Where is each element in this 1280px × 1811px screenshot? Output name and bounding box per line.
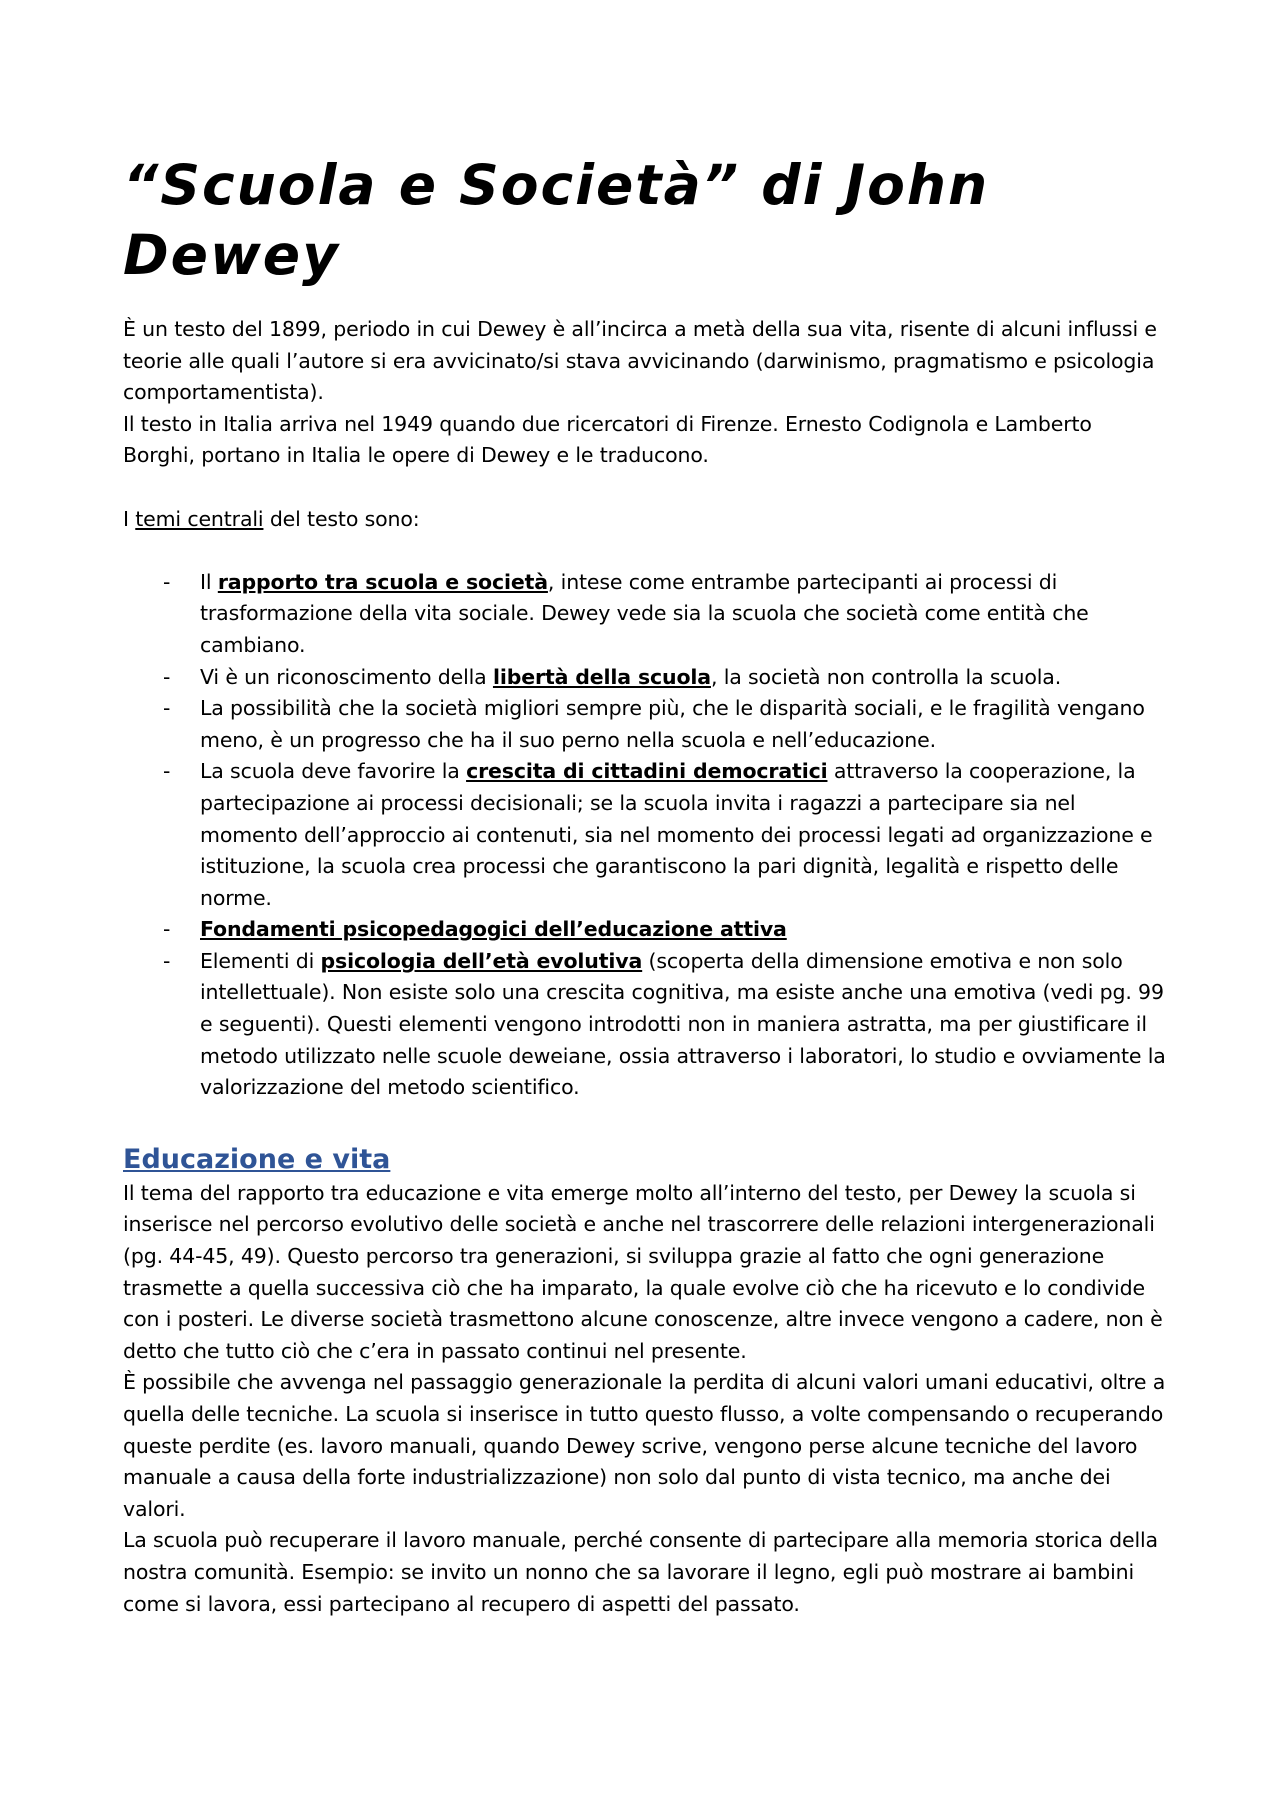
blank-line <box>123 535 1168 567</box>
section-paragraph-2: È possibile che avvenga nel passaggio generazionale la perdita di alcuni valori umani educativi, oltre a quella delle tecniche. La scuola si inserisce in tutto questo flusso, a volte compensando o recuperando queste perdite (es. lavoro manuali, quando Dewey scrive, vengono perse alcune tecniche del lavoro manuale a causa della forte industrializzazione) non solo dal punto di vista tecnico, ma anche dei valori. <box>123 1370 1166 1521</box>
section-gap <box>123 1104 1168 1142</box>
theme-text: La possibilità che la società migliori sempre più, che le disparità sociali, e le fragilità vengano meno, è un progresso che ha il suo perno nella scuola e nell’educazione. <box>200 696 1145 752</box>
section-heading: Educazione e vita <box>123 1143 391 1175</box>
theme-key-term: Fondamenti psicopedagogici dell’educazione attiva <box>200 917 787 942</box>
list-item <box>123 756 1168 914</box>
bullet-dash: - <box>163 948 171 973</box>
section-paragraph-3: La scuola può recuperare il lavoro manuale, perché consente di partecipare alla memoria storica della nostra comunità. Esempio: se invito un nonno che sa lavorare il legno, egli può mostrare ai bambini come si lavora, essi partecipano al recupero di aspetti del passato. <box>123 1528 1158 1616</box>
theme-text: attraverso la cooperazione, la partecipazione ai processi decisionali; se la scuola invita i ragazzi a partecipare sia nel momento dell’approccio ai contenuti, sia nel momento dei processi legati ad organizzazione e istituzione, la scuola crea processi che garantiscono la pari dignità, legalità e rispetto delle norme. <box>200 759 1153 910</box>
themes-intro-underlined: temi centrali <box>135 506 264 531</box>
theme-text: , la società non controlla la scuola. <box>710 664 1062 689</box>
list-item <box>123 567 1168 662</box>
themes-intro-before: I <box>123 506 136 531</box>
theme-key-term: libertà della scuola <box>492 664 711 689</box>
theme-text: (scoperta della dimensione emotiva e non solo intellettuale). Non esiste solo una crescita cognitiva, ma esiste anche una emotiva (vedi pg. 99 e seguenti). Questi elementi vengono introdotti non in maniera astratta, ma per giustificare il metodo utilizzato nelle scuole deweiane, ossia attraverso i laboratori, lo studio e ovviamente la valorizzazione del metodo scientifico. <box>200 948 1166 1100</box>
theme-text: La scuola deve favorire la <box>200 759 467 784</box>
theme-key-term: crescita di cittadini democratici <box>466 759 828 784</box>
intro-paragraph-1: È un testo del 1899, periodo in cui Dewey è all’incirca a metà della sua vita, risente di alcuni influssi e teorie alle quali l’autore si era avvicinato/si stava avvicinando (darwinismo, pragmatismo e psicologia comportamentista). <box>123 317 1157 405</box>
bullet-dash: - <box>163 917 171 942</box>
blank-line <box>123 472 1168 504</box>
themes-list <box>123 567 1168 1104</box>
themes-intro-after: del testo sono: <box>263 506 420 531</box>
document-page <box>123 150 1168 1620</box>
bullet-dash: - <box>163 664 171 689</box>
bullet-dash: - <box>163 696 171 721</box>
section-paragraph-1: Il tema del rapporto tra educazione e vita emerge molto all’interno del testo, per Dewey la scuola si inserisce nel percorso evolutivo delle società e anche nel trascorrere delle relazioni intergenerazionali (pg. 44-45, 49). Questo percorso tra generazioni, si sviluppa grazie al fatto che ogni generazione trasmette a quella successiva ciò che ha imparato, la quale evolve ciò che ha ricevuto e lo condivide con i posteri. Le diverse società trasmettono alcune conoscenze, altre invece vengono a cadere, non è detto che tutto ciò che c’era in passato continui nel presente. <box>123 1180 1163 1363</box>
theme-key-term: psicologia dell’età evolutiva <box>320 948 643 973</box>
intro-paragraph-2: Il testo in Italia arriva nel 1949 quando due ricercatori di Firenze. Ernesto Codignola e Lamberto Borghi, portano in Italia le opere di Dewey e le traducono. <box>123 411 1092 468</box>
theme-text: Vi è un riconoscimento della <box>200 664 493 689</box>
document-title: “Scuola e Società” di John Dewey <box>123 153 990 287</box>
list-item <box>123 662 1168 694</box>
themes-intro <box>123 504 1168 536</box>
theme-text: , intese come entrambe partecipanti ai processi di trasformazione della vita sociale. Dewey vede sia la scuola che società come entità che cambiano. <box>200 569 1089 657</box>
bullet-dash: - <box>163 569 171 594</box>
list-item <box>123 693 1168 756</box>
list-item <box>123 946 1168 1104</box>
list-item <box>123 914 1168 946</box>
theme-key-term: rapporto tra scuola e società <box>217 569 548 594</box>
theme-text: Il <box>200 569 218 594</box>
theme-text: Elementi di <box>200 948 321 973</box>
bullet-dash: - <box>163 759 171 784</box>
